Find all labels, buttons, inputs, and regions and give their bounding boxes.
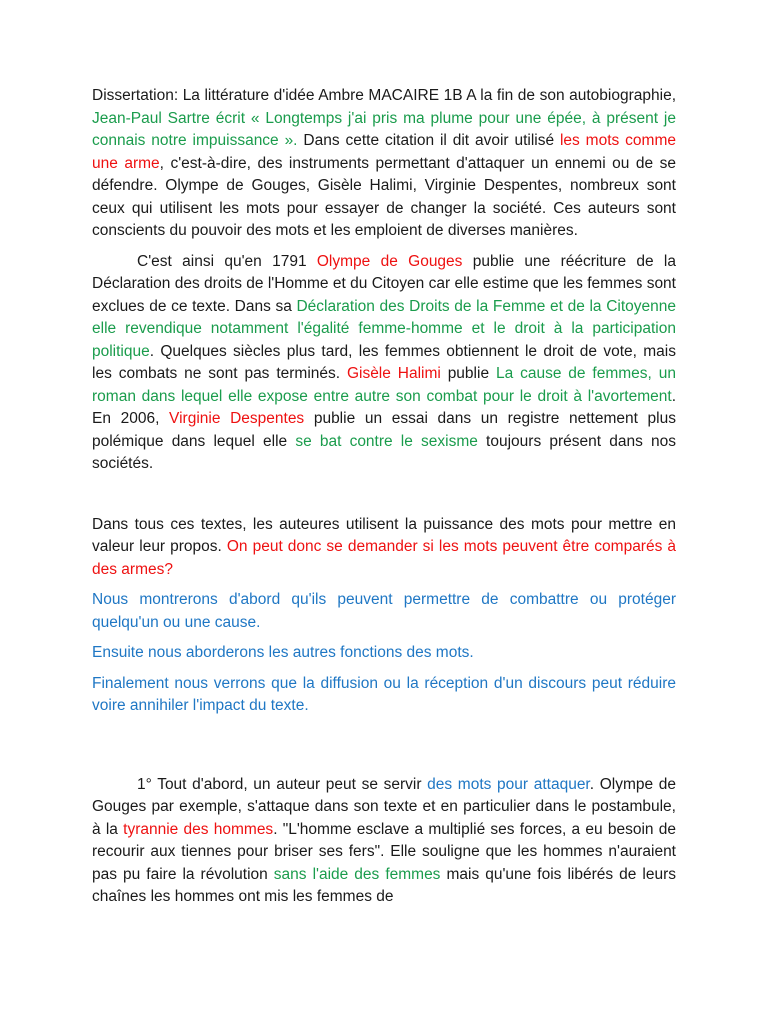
highlight-red: Gisèle Halimi (346, 365, 441, 382)
highlight-green: Jean-Paul Sartre écrit « Longtemps j'ai pris ma plume pour une épée, à présent je connais notre impuissance ». (92, 109, 676, 149)
text-run: publie une réécriture de la Déclaration des droits de l'Homme et du Citoyen car elle estime que les femmes sont exclues de ce texte. Dans sa (92, 252, 676, 315)
highlight-blue: Nous montrerons d'abord qu'ils peuvent permettre de combattre ou protéger quelqu'un ou une cause. (92, 591, 676, 631)
highlight-red: Olympe de Gouges (316, 252, 463, 270)
intro-paragraph (92, 85, 676, 243)
text-run: toujours présent dans nos sociétés. (92, 432, 677, 472)
plan-paragraph-3 (92, 673, 676, 718)
highlight-red: Virginie Despentes (169, 410, 305, 427)
text-run: , c'est-à-dire, des instruments permettant d'attaquer un ennemi ou de se défendre. Olympe de Gouges, Gisèle Halimi, Virginie Despentes, nombreux sont ceux qui utilisent les mots pour essayer de changer la société. Ces auteurs sont conscients du pouvoir des mots et les emploient de diverses manières. (92, 154, 676, 239)
highlight-green: sans l'aide des femmes (273, 865, 441, 883)
plan-paragraph-1 (92, 589, 676, 634)
highlight-red: tyrannie des hommes (123, 820, 274, 838)
problematic-paragraph (92, 514, 676, 582)
text-run: . Quelques siècles plus tard, les femmes obtiennent le droit de vote, mais les combats ne sont pas terminés. (92, 342, 676, 382)
highlight-green: La cause de femmes, un roman dans lequel elle expose entre autre son combat pour le droit à l'avortement (92, 365, 676, 405)
text-run: publie un essai dans un registre nettement plus polémique dans lequel elle (92, 410, 676, 450)
text-run: publie (440, 365, 496, 382)
text-run: . "L'homme esclave a multiplié ses forces, a eu besoin de recourir aux tiennes pour briser ses fers". Elle souligne que les hommes n'auraient pas pu faire la révolution (92, 820, 676, 883)
text-run: . En 2006, (92, 387, 676, 427)
text-run: Dans tous ces textes, les auteures utilisent la puissance des mots pour mettre en valeur leur propos. (92, 515, 676, 555)
text-run: Dans cette citation il dit avoir utilisé (297, 132, 560, 149)
document-page (92, 85, 676, 909)
highlight-red: On peut donc se demander si les mots peuvent être comparés à des armes? (92, 538, 676, 578)
text-run: Dissertation: La littérature d'idée Ambre MACAIRE 1B A la fin de son autobiographie, (92, 87, 676, 104)
text-run: . Olympe de Gouges par exemple, s'attaque dans son texte et en particulier dans le postambule, à la (92, 775, 676, 838)
text-run: C'est ainsi qu'en 1791 (137, 252, 317, 270)
highlight-red: les mots comme une arme (92, 132, 676, 172)
highlight-blue: Ensuite nous aborderons les autres fonctions des mots. (92, 644, 474, 661)
plan-paragraph-2 (92, 642, 676, 665)
highlight-green: se bat contre le sexisme (295, 432, 478, 450)
highlight-blue: Finalement nous verrons que la diffusion ou la réception d'un discours peut réduire voire annihiler l'impact du texte. (92, 674, 676, 714)
text-run: mais qu'une fois libérés de leurs chaînes les hommes ont mis les femmes de (92, 865, 676, 905)
part-one-paragraph (92, 774, 676, 909)
highlight-green: Déclaration des Droits de la Femme et de la Citoyenne elle revendique notamment l'égalité femme-homme et le droit à la participation politique (92, 297, 676, 360)
text-run: 1° Tout d'abord, un auteur peut se servir (137, 775, 428, 793)
highlight-blue: des mots pour attaquer (427, 775, 590, 793)
context-paragraph (92, 251, 676, 476)
